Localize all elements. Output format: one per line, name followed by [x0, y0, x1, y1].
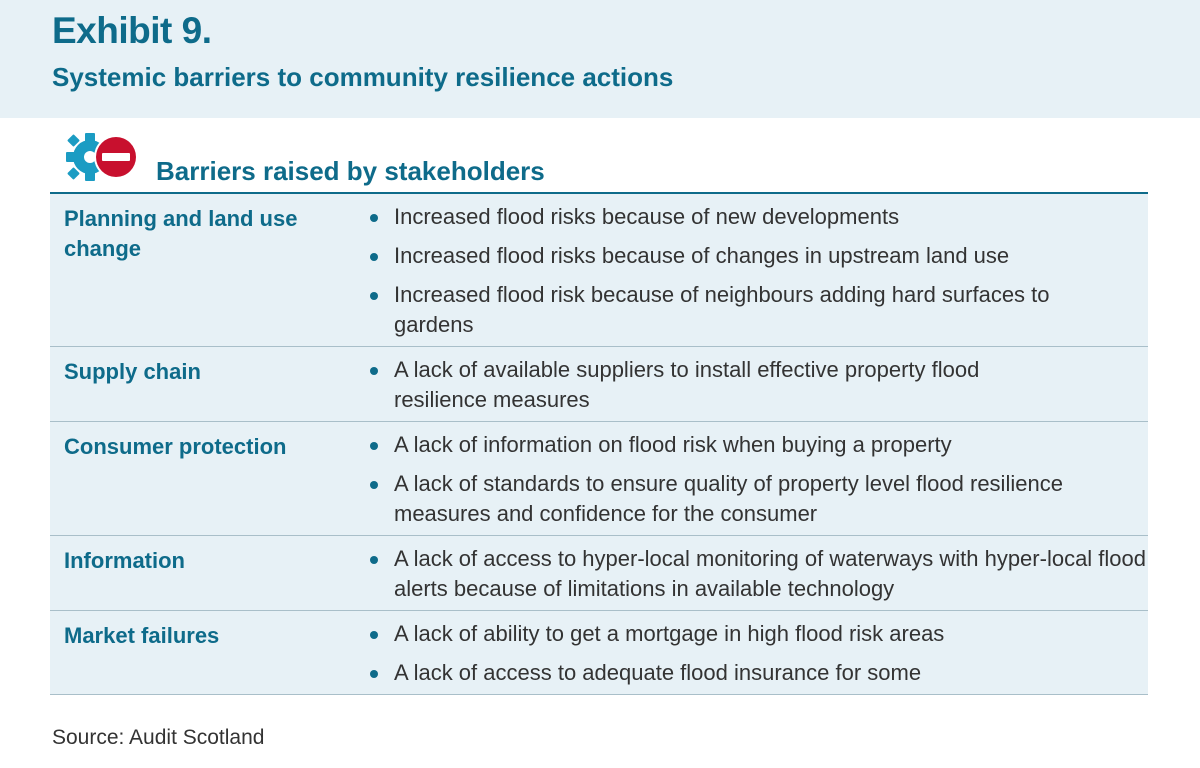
bullet-dot: [370, 292, 378, 300]
table-row: [50, 194, 1148, 347]
section-title: Barriers raised by stakeholders: [156, 156, 545, 186]
gear-no-entry-icon: [60, 130, 140, 186]
bullet-dot: [370, 253, 378, 261]
bullet-dot: [370, 442, 378, 450]
table-row: [50, 536, 1148, 611]
bullet-dot: [370, 631, 378, 639]
list-item: Increased flood risks because of new developments: [370, 202, 1148, 232]
row-label: Information: [64, 548, 185, 573]
row-label: Supply chain: [64, 359, 201, 384]
list-item: Increased flood risk because of neighbours adding hard surfaces to gardens: [370, 280, 1148, 340]
list-item: Increased flood risks because of changes in upstream land use: [370, 241, 1148, 271]
exhibit-label: Exhibit 9.: [52, 10, 212, 51]
list-item: A lack of standards to ensure quality of property level flood resilience measures and confidence for the consumer: [370, 469, 1148, 529]
exhibit-subtitle: Systemic barriers to community resilience actions: [52, 62, 674, 92]
list-item: A lack of access to adequate flood insurance for some: [370, 658, 1148, 688]
bullet-dot: [370, 481, 378, 489]
list-item: A lack of available suppliers to install effective property flood resilience measures: [370, 355, 1148, 415]
section-header: [60, 130, 1148, 192]
row-label: Planning and land use change: [64, 206, 298, 261]
table-row: [50, 347, 1148, 422]
table-row: [50, 611, 1148, 695]
exhibit-header: [0, 0, 1200, 118]
barriers-table: [50, 192, 1148, 695]
list-item: A lack of access to hyper-local monitoring of waterways with hyper-local flood alerts because of limitations in available technology: [370, 544, 1148, 604]
bullet-dot: [370, 670, 378, 678]
bullet-dot: [370, 214, 378, 222]
no-entry-icon: [94, 135, 138, 179]
source-note: Source: Audit Scotland: [52, 726, 265, 749]
list-item: A lack of information on flood risk when buying a property: [370, 430, 1148, 460]
row-label: Consumer protection: [64, 434, 287, 459]
table-row: [50, 422, 1148, 536]
bullet-dot: [370, 367, 378, 375]
row-label: Market failures: [64, 623, 220, 648]
list-item: A lack of ability to get a mortgage in high flood risk areas: [370, 619, 1148, 649]
bullet-dot: [370, 556, 378, 564]
